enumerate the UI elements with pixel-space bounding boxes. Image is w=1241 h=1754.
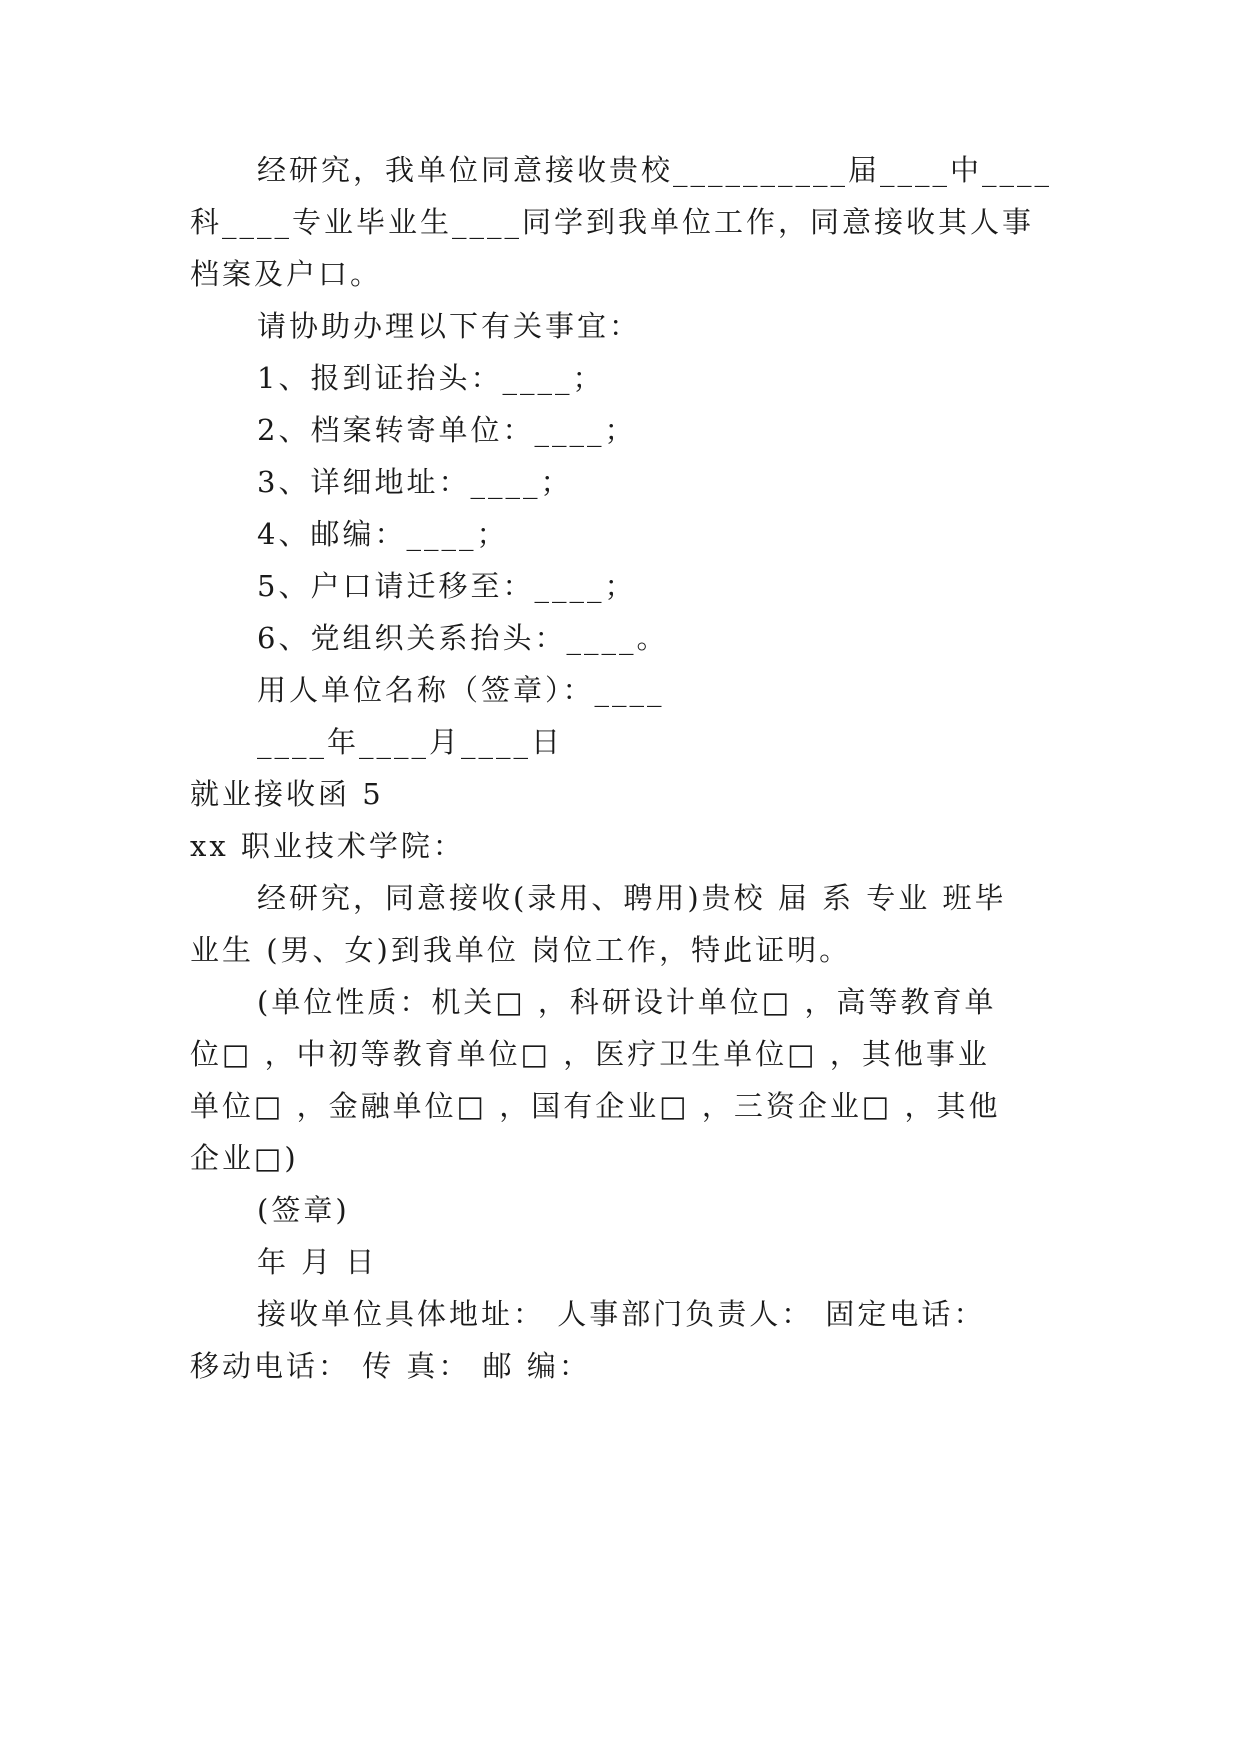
s4-para1-line1: 经研究，我单位同意接收贵校__________届____中____ <box>257 153 1053 187</box>
s5-nature-line3: 单位□ ，金融单位□ ，国有企业□ ，三资企业□ ，其他 <box>190 1089 1001 1123</box>
s5-contact-line2: 移动电话： 传 真： 邮 编： <box>190 1349 591 1383</box>
s4-para1-line2: 科____专业毕业生____同学到我单位工作，同意接收其人事 <box>190 205 1035 239</box>
s5-contact-line1: 接收单位具体地址： 人事部门负责人： 固定电话： <box>257 1297 986 1331</box>
s4-employer-sign: 用人单位名称（签章）：____ <box>257 673 665 707</box>
s4-item-5: 5、户口请迁移至：____； <box>257 569 637 603</box>
s4-date: ____年____月____日 <box>257 725 564 759</box>
s4-item-1: 1、报到证抬头：____； <box>257 361 605 395</box>
s5-para1-line2: 业生 (男、女)到我单位 岗位工作，特此证明。 <box>190 933 852 967</box>
s5-para1-line1: 经研究，同意接收(录用、聘用)贵校 届 系 专业 班毕 <box>257 881 1007 915</box>
s5-date: 年 月 日 <box>257 1245 378 1279</box>
s4-para1-line3: 档案及户口。 <box>190 257 383 291</box>
s5-nature-line4: 企业□) <box>190 1141 299 1175</box>
s4-item-6: 6、党组织关系抬头：____。 <box>257 621 669 655</box>
s4-request-intro: 请协助办理以下有关事宜： <box>257 309 642 343</box>
s5-seal: (签章) <box>257 1193 350 1227</box>
s4-item-3: 3、详细地址：____； <box>257 465 573 499</box>
s4-item-4: 4、邮编：____； <box>257 517 509 551</box>
s5-addressee: xx 职业技术学院： <box>190 829 465 863</box>
s5-heading: 就业接收函 5 <box>190 777 384 811</box>
s5-nature-line1: (单位性质：机关□ ，科研设计单位□ ，高等教育单 <box>257 985 997 1019</box>
s4-item-2: 2、档案转寄单位：____； <box>257 413 637 447</box>
s5-nature-line2: 位□ ，中初等教育单位□ ，医疗卫生单位□ ，其他事业 <box>190 1037 990 1071</box>
